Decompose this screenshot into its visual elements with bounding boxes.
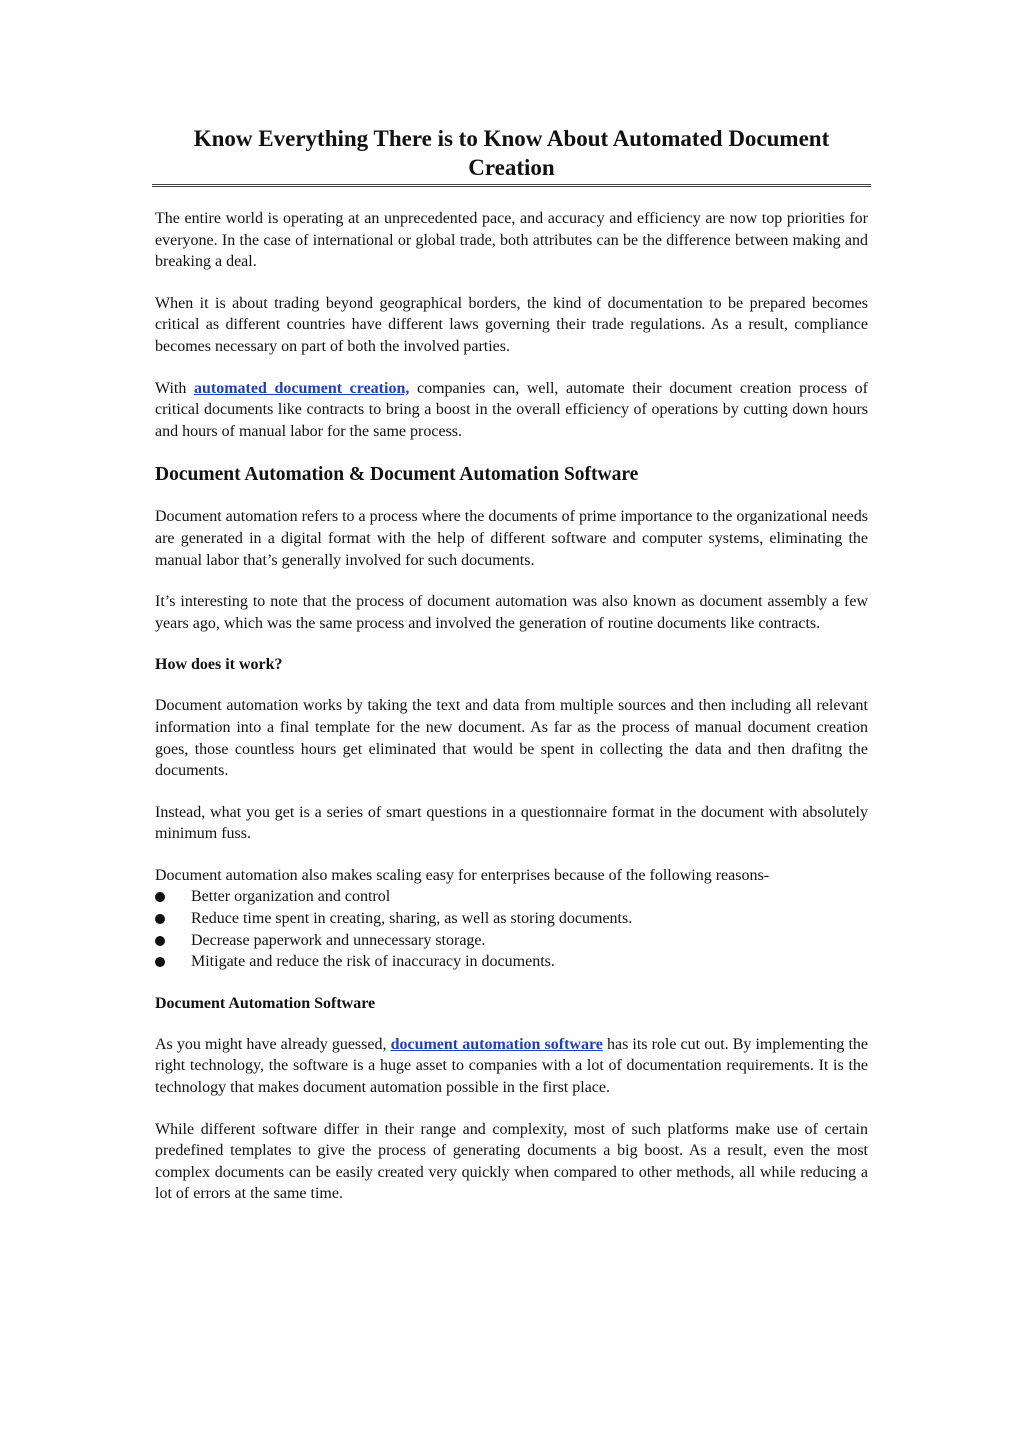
how-paragraph-2: Instead, what you get is a series of smart questions in a questionnaire format in the document with absolutely minimum fuss.: [155, 803, 868, 843]
section-paragraph-2: It’s interesting to note that the process of document automation was also known as document assembly a few years ago, which was the same process and involved the generation of routine documents like contracts.: [155, 593, 868, 632]
title-block: [152, 124, 871, 187]
document-automation-software-link[interactable]: document automation software: [390, 1035, 603, 1053]
software-paragraph-2: While different software differ in their range and complexity, most of such platforms make use of certain predefined templates to give the process of generating documents a big boost. As a result, even the most complex documents can be easily created very quickly when compared to other methods, all while reducing a lot of errors at the same time.: [155, 1120, 868, 1203]
paragraph-text: With: [155, 379, 194, 397]
bullet-dot-icon: [155, 914, 165, 924]
how-paragraph-3: Document automation also makes scaling easy for enterprises because of the following reasons-: [155, 866, 770, 884]
software-paragraph-1: [155, 1034, 868, 1099]
list-item-text: Mitigate and reduce the risk of inaccuracy in documents.: [191, 953, 555, 971]
paragraph-text: companies can, well, automate their document creation process of critical documents like contracts to bring a boost in the overall efficiency of operations by cutting down hours and hours of manual labor for the same process.: [155, 379, 869, 440]
bullet-dot-icon: [155, 957, 165, 967]
title-double-rule: [152, 184, 871, 187]
reasons-bullet-list: [155, 886, 868, 972]
bullet-dot-icon: [155, 892, 165, 902]
paragraph-text: As you might have already guessed,: [155, 1035, 391, 1053]
paragraph-text: has its role cut out. By implementing the right technology, the software is a huge asset to companies with a lot of documentation requirements. It is the technology that makes document automation possible in the first place.: [155, 1035, 868, 1097]
list-item: [155, 886, 868, 908]
how-paragraph-1: Document automation works by taking the text and data from multiple sources and then including all relevant information into a final template for the new document. As far as the process of manual document creation goes, those countless hours get eliminated that would be spent in collecting the data and then drafitng the documents.: [155, 697, 868, 780]
subheading-document-automation-software: Document Automation Software: [155, 994, 376, 1012]
list-item-text: Decrease paperwork and unnecessary storage.: [191, 931, 486, 949]
intro-paragraph-2: When it is about trading beyond geographical borders, the kind of documentation to be prepared becomes critical as different countries have different laws governing their trade regulations. As a result, compliance becomes necessary on part of both the involved parties.: [155, 294, 868, 355]
list-item: [155, 951, 868, 973]
document-title: Know Everything There is to Know About Automated Document Creation: [193, 126, 830, 180]
document-page: [155, 124, 868, 1205]
intro-paragraph-3: [155, 378, 868, 443]
bullet-dot-icon: [155, 936, 165, 946]
section-heading-document-automation: Document Automation & Document Automation Software: [155, 464, 639, 486]
list-item-text: Better organization and control: [191, 888, 391, 906]
list-item: [155, 930, 868, 952]
subheading-how-does-it-work: How does it work?: [155, 656, 283, 674]
list-item-text: Reduce time spent in creating, sharing, as well as storing documents.: [191, 910, 633, 928]
section-paragraph-1: Document automation refers to a process where the documents of prime importance to the organizational needs are generated in a digital format with the help of different software and computer systems, eliminating the manual labor that’s generally involved for such documents.: [155, 508, 868, 569]
intro-paragraph-1: The entire world is operating at an unprecedented pace, and accuracy and efficiency are now top priorities for everyone. In the case of international or global trade, both attributes can be the difference between making and breaking a deal.: [155, 210, 868, 271]
list-item: [155, 908, 868, 930]
automated-document-creation-link[interactable]: automated document creation,: [193, 379, 410, 397]
